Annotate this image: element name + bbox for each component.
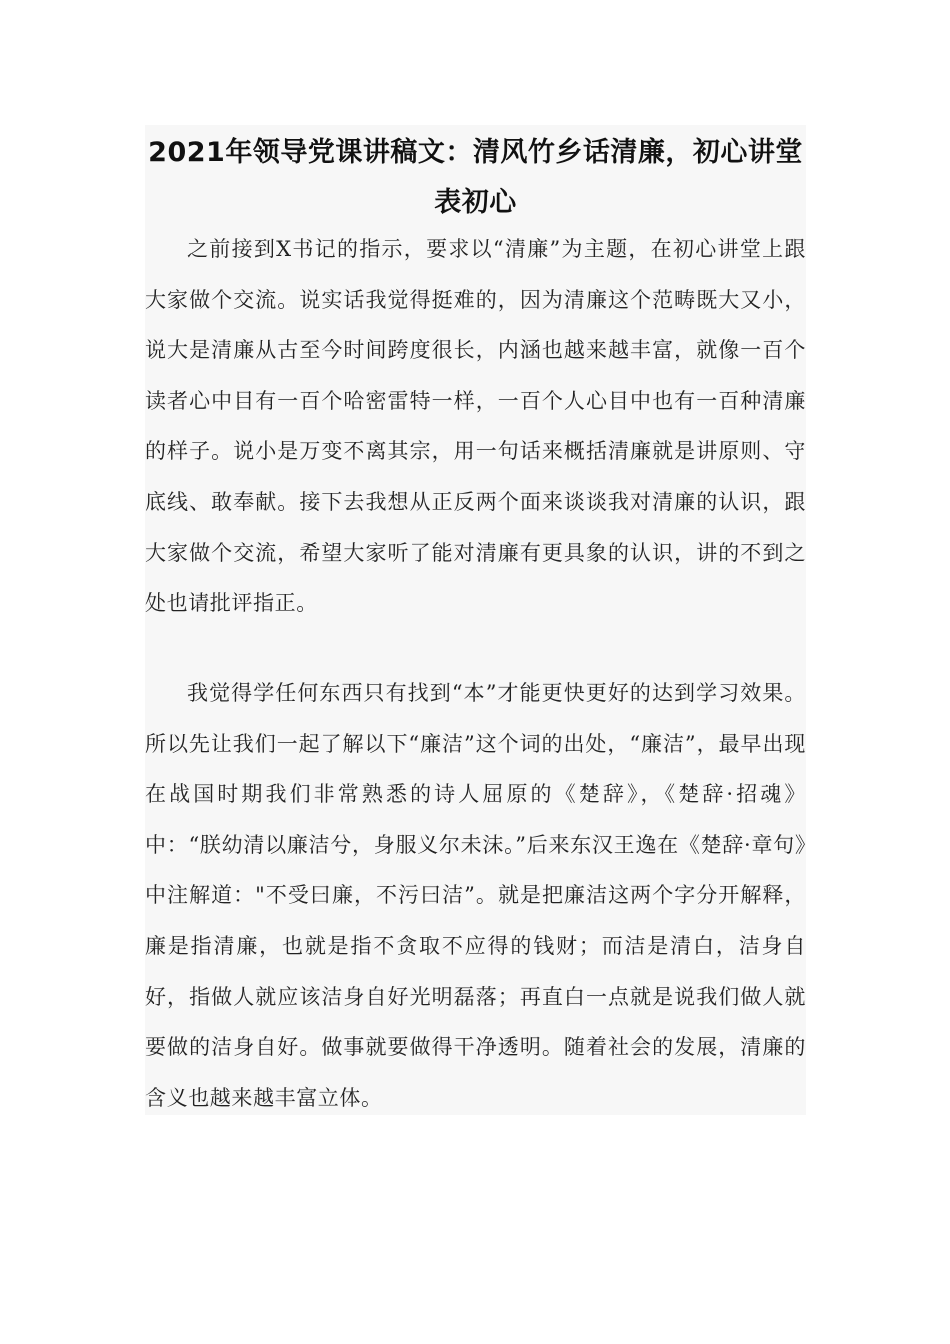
paragraph-1: 之前接到X书记的指示，要求以“清廉”为主题，在初心讲堂上跟大家做个交流。说实话我觉得挺难的，因为清廉这个范畴既大又小，说大是清廉从古至今时间跨度很长，内涵也越来越丰富，就像一百个读者心中目有一百个哈密雷特一样，一百个人心目中也有一百种清廉的样子。说小是万变不离其宗，用一句话来概括清廉就是讲原则、守底线、敢奉献。接下去我想从正反两个面来谈谈我对清廉的认识，跟大家做个交流，希望大家听了能对清廉有更具象的认识，讲的不到之处也请批评指正。 [145, 237, 806, 616]
paragraph-2: 我觉得学任何东西只有找到“本”才能更快更好的达到学习效果。所以先让我们一起了解以下“廉洁”这个词的出处，“廉洁”，最早出现在战国时期我们非常熟悉的诗人屈原的《楚辞》，《楚辞·招魂》中：“朕幼清以廉洁兮，身服义尔未沫。”后来东汉王逸在《楚辞·章句》中注解道："不受曰廉，不污曰洁”。就是把廉洁这两个字分开解释，廉是指清廉，也就是指不贪取不应得的钱财；而洁是清白，洁身自好，指做人就应该洁身自好光明磊落；再直白一点就是说我们做人就要做的洁身自好。做事就要做得干净透明。随着社会的发展，清廉的含义也越来越丰富立体。 [145, 681, 806, 1110]
document-title: 2021年领导党课讲稿文：清风竹乡话清廉，初心讲堂表初心 [148, 137, 803, 218]
